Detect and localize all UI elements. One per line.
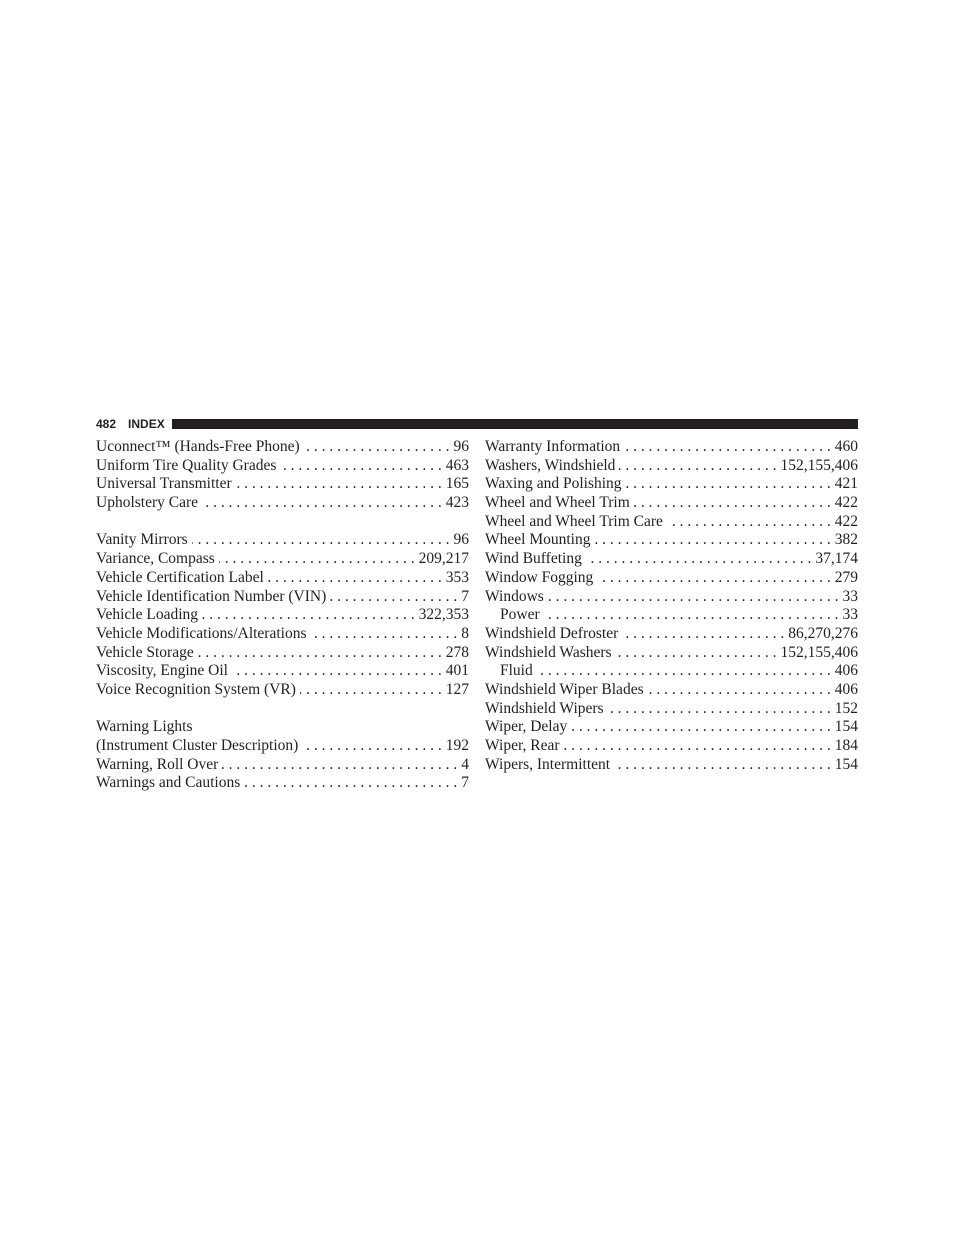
dot-leader <box>537 662 831 681</box>
index-term: Vanity Mirrors <box>96 531 188 549</box>
index-term: Uconnect™ (Hands-Free Phone) <box>96 438 300 455</box>
index-page-ref: 209,217 <box>418 550 469 568</box>
index-page-ref: 460 <box>834 438 858 455</box>
dot-leader <box>268 569 442 588</box>
index-page-ref: 423 <box>445 494 469 512</box>
index-page-ref: 401 <box>445 662 469 680</box>
index-entry <box>96 681 469 700</box>
index-term: Wiper, Rear <box>485 737 560 754</box>
index-term: Vehicle Identification Number (VIN) <box>96 587 327 605</box>
index-term: Universal Transmitter <box>96 475 232 493</box>
index-page-ref: 86,270,276 <box>788 624 858 642</box>
index-term: Windshield Wiper Blades <box>485 680 644 698</box>
index-page-ref: 184 <box>834 737 858 754</box>
index-entry <box>485 494 858 513</box>
index-page-ref: 152,155,406 <box>780 456 858 474</box>
index-page-ref: 421 <box>834 475 858 493</box>
index-term: Windows <box>485 587 544 605</box>
index-entry <box>96 438 469 457</box>
index-term: Vehicle Storage <box>96 643 194 661</box>
dot-leader <box>202 606 415 625</box>
index-entry <box>96 718 469 737</box>
index-entry <box>485 438 858 457</box>
index-page-ref: 422 <box>834 494 858 512</box>
index-entry <box>96 644 469 663</box>
index-term: Vehicle Modifications/Alterations <box>96 624 307 642</box>
index-entry <box>96 662 469 681</box>
index-entry <box>485 457 858 476</box>
dot-leader <box>571 718 831 737</box>
dot-leader <box>330 588 457 607</box>
index-entry <box>485 756 858 775</box>
index-term: Window Fogging <box>485 568 594 586</box>
dot-leader <box>232 662 442 681</box>
index-page-ref: 406 <box>834 680 858 698</box>
index-page-ref: 192 <box>445 737 469 754</box>
dot-leader <box>619 457 776 476</box>
dot-leader <box>648 681 831 700</box>
index-page-ref: 406 <box>834 662 858 680</box>
index-term: Wipers, Intermittent <box>485 755 611 773</box>
index-term: Upholstery Care <box>96 494 199 512</box>
index-page-ref: 127 <box>445 680 469 698</box>
dot-leader <box>544 606 839 625</box>
index-page-ref: 278 <box>445 643 469 661</box>
index-term: Warning, Roll Over <box>96 755 219 773</box>
dot-leader <box>244 774 457 793</box>
index-entry <box>96 513 469 532</box>
index-entry <box>485 644 858 663</box>
dot-leader <box>614 756 831 775</box>
index-term: Windshield Defroster <box>485 624 619 642</box>
page-number: 482 <box>96 417 117 431</box>
dot-leader <box>622 625 784 644</box>
section-title: INDEX <box>128 417 165 431</box>
dot-leader <box>624 438 831 457</box>
index-entry <box>485 681 858 700</box>
dot-leader <box>192 531 450 550</box>
index-page-ref: 463 <box>445 456 469 474</box>
index-term: (Instrument Cluster Description) <box>96 737 299 754</box>
index-entry <box>96 737 469 756</box>
index-entry <box>485 700 858 719</box>
index-column-left <box>96 438 469 793</box>
dot-leader <box>304 438 450 457</box>
index-term: Wiper, Delay <box>485 718 568 736</box>
dot-leader <box>594 531 830 550</box>
index-entry <box>96 756 469 775</box>
dot-leader <box>219 550 415 569</box>
index-entry <box>485 475 858 494</box>
index-entry <box>96 774 469 793</box>
index-entry <box>485 718 858 737</box>
index-page-ref: 353 <box>445 568 469 586</box>
index-page-ref: 382 <box>834 531 858 549</box>
index-entry <box>96 531 469 550</box>
index-term: Uniform Tire Quality Grades <box>96 456 277 474</box>
dot-leader <box>236 475 442 494</box>
index-term: Fluid <box>500 662 533 680</box>
index-entry <box>96 457 469 476</box>
index-term: Warnings and Cautions <box>96 774 241 792</box>
index-entry <box>96 569 469 588</box>
index-entry <box>96 494 469 513</box>
index-page-ref: 7 <box>461 587 469 605</box>
index-entry <box>485 569 858 588</box>
dot-leader <box>548 588 839 607</box>
index-page-ref: 165 <box>445 475 469 493</box>
index-entry <box>485 531 858 550</box>
index-entry <box>96 606 469 625</box>
index-entry <box>485 513 858 532</box>
dot-leader <box>280 457 441 476</box>
index-page-ref: 33 <box>842 587 858 605</box>
index-page-ref: 154 <box>834 755 858 773</box>
dot-leader <box>300 681 442 700</box>
index-page-ref: 279 <box>834 568 858 586</box>
dot-leader <box>586 550 812 569</box>
dot-leader <box>597 569 830 588</box>
index-page-ref: 96 <box>453 438 469 455</box>
index-entry <box>485 606 858 625</box>
index-term: Viscosity, Engine Oil <box>96 662 228 680</box>
index-page-ref: 33 <box>842 606 858 624</box>
index-column-right <box>485 438 858 774</box>
index-page-ref: 152,155,406 <box>780 643 858 661</box>
index-term: Washers, Windshield <box>485 456 616 474</box>
index-entry <box>485 662 858 681</box>
index-entry <box>96 700 469 719</box>
dot-leader <box>564 737 831 756</box>
dot-leader <box>222 756 457 775</box>
index-entry <box>96 550 469 569</box>
index-term: Wheel Mounting <box>485 531 591 549</box>
header-rule <box>172 419 858 429</box>
dot-leader <box>616 644 777 663</box>
index-term: Warning Lights <box>96 718 193 736</box>
index-term: Wheel and Wheel Trim Care <box>485 512 663 530</box>
index-page-ref: 322,353 <box>418 606 469 624</box>
index-page-ref: 8 <box>461 624 469 642</box>
index-page-ref: 154 <box>834 718 858 736</box>
index-entry <box>485 588 858 607</box>
index-entry <box>96 588 469 607</box>
index-term: Power <box>500 606 540 624</box>
index-entry <box>485 550 858 569</box>
index-entry <box>96 475 469 494</box>
page-header <box>96 417 858 431</box>
index-entry <box>96 625 469 644</box>
dot-leader <box>667 513 831 532</box>
index-term: Warranty Information <box>485 438 621 455</box>
index-term: Wind Buffeting <box>485 550 582 568</box>
dot-leader <box>608 700 831 719</box>
dot-leader <box>202 494 442 513</box>
index-page-ref: 422 <box>834 512 858 530</box>
index-entry <box>485 625 858 644</box>
dot-leader <box>302 737 441 756</box>
dot-leader <box>634 494 831 513</box>
index-term: Voice Recognition System (VR) <box>96 680 296 698</box>
index-term: Windshield Washers <box>485 643 612 661</box>
index-page-ref: 7 <box>461 774 469 792</box>
index-term: Variance, Compass <box>96 550 215 568</box>
index-entry <box>485 737 858 756</box>
index-term: Waxing and Polishing <box>485 475 622 493</box>
index-term: Vehicle Certification Label <box>96 568 264 586</box>
index-page-ref: 37,174 <box>815 550 858 568</box>
index-page-ref: 96 <box>453 531 469 549</box>
index-term: Windshield Wipers <box>485 699 604 717</box>
index-page-ref: 152 <box>834 699 858 717</box>
dot-leader <box>626 475 831 494</box>
index-page-ref: 4 <box>461 755 469 773</box>
dot-leader <box>311 625 458 644</box>
index-term: Vehicle Loading <box>96 606 199 624</box>
dot-leader <box>198 644 442 663</box>
index-term: Wheel and Wheel Trim <box>485 494 630 512</box>
